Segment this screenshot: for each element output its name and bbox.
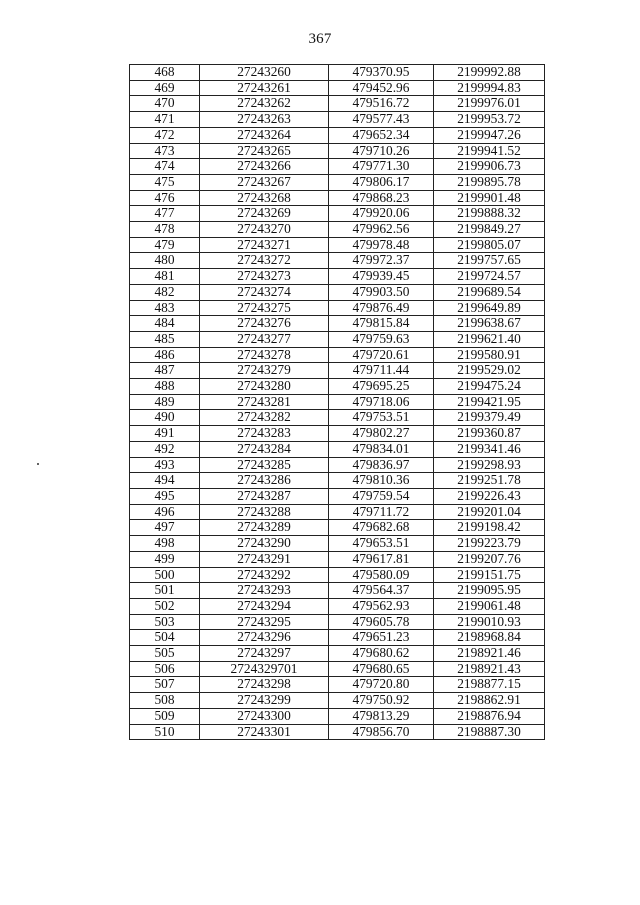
- table-row: [130, 379, 545, 395]
- point-number-cell: 483: [130, 300, 200, 316]
- point-number-cell: 484: [130, 316, 200, 332]
- point-number-cell: 474: [130, 159, 200, 175]
- y-coordinate-cell: 2199095.95: [434, 583, 545, 599]
- point-number-cell: 479: [130, 237, 200, 253]
- x-coordinate-cell: 479651.23: [329, 630, 434, 646]
- point-number-cell: 486: [130, 347, 200, 363]
- x-coordinate-cell: 479868.23: [329, 190, 434, 206]
- x-coordinate-cell: 479711.72: [329, 504, 434, 520]
- x-coordinate-cell: 479939.45: [329, 269, 434, 285]
- point-id-cell: 27243279: [200, 363, 329, 379]
- point-number-cell: 485: [130, 331, 200, 347]
- y-coordinate-cell: 2199901.48: [434, 190, 545, 206]
- coordinates-table: [129, 64, 545, 740]
- table-row: [130, 394, 545, 410]
- point-id-cell: 27243295: [200, 614, 329, 630]
- point-id-cell: 27243291: [200, 551, 329, 567]
- table-row: [130, 269, 545, 285]
- point-id-cell: 27243299: [200, 693, 329, 709]
- x-coordinate-cell: 479903.50: [329, 284, 434, 300]
- x-coordinate-cell: 479962.56: [329, 222, 434, 238]
- point-number-cell: 476: [130, 190, 200, 206]
- table-row: [130, 159, 545, 175]
- point-id-cell: 27243282: [200, 410, 329, 426]
- point-number-cell: 497: [130, 520, 200, 536]
- y-coordinate-cell: 2199906.73: [434, 159, 545, 175]
- table-row: [130, 567, 545, 583]
- table-row: [130, 661, 545, 677]
- x-coordinate-cell: 479617.81: [329, 551, 434, 567]
- y-coordinate-cell: 2198862.91: [434, 693, 545, 709]
- point-number-cell: 501: [130, 583, 200, 599]
- point-number-cell: 505: [130, 646, 200, 662]
- table-row: [130, 300, 545, 316]
- point-id-cell: 27243280: [200, 379, 329, 395]
- point-id-cell: 27243297: [200, 646, 329, 662]
- point-number-cell: 480: [130, 253, 200, 269]
- y-coordinate-cell: 2199649.89: [434, 300, 545, 316]
- table-row: [130, 410, 545, 426]
- point-number-cell: 492: [130, 441, 200, 457]
- x-coordinate-cell: 479813.29: [329, 708, 434, 724]
- point-number-cell: 500: [130, 567, 200, 583]
- point-id-cell: 27243263: [200, 112, 329, 128]
- table-row: [130, 708, 545, 724]
- table-row: [130, 551, 545, 567]
- y-coordinate-cell: 2199757.65: [434, 253, 545, 269]
- table-row: [130, 174, 545, 190]
- point-id-cell: 27243293: [200, 583, 329, 599]
- point-id-cell: 27243290: [200, 536, 329, 552]
- point-number-cell: 506: [130, 661, 200, 677]
- x-coordinate-cell: 479972.37: [329, 253, 434, 269]
- table-row: [130, 127, 545, 143]
- point-id-cell: 27243277: [200, 331, 329, 347]
- point-id-cell: 27243287: [200, 488, 329, 504]
- point-number-cell: 493: [130, 457, 200, 473]
- point-id-cell: 27243266: [200, 159, 329, 175]
- point-number-cell: 477: [130, 206, 200, 222]
- table-row: [130, 598, 545, 614]
- point-id-cell: 27243269: [200, 206, 329, 222]
- point-id-cell: 27243278: [200, 347, 329, 363]
- y-coordinate-cell: 2199529.02: [434, 363, 545, 379]
- point-number-cell: 475: [130, 174, 200, 190]
- y-coordinate-cell: 2199888.32: [434, 206, 545, 222]
- y-coordinate-cell: 2199298.93: [434, 457, 545, 473]
- x-coordinate-cell: 479710.26: [329, 143, 434, 159]
- y-coordinate-cell: 2198887.30: [434, 724, 545, 740]
- x-coordinate-cell: 479452.96: [329, 80, 434, 96]
- point-id-cell: 27243289: [200, 520, 329, 536]
- table-row: [130, 253, 545, 269]
- table-row: [130, 237, 545, 253]
- x-coordinate-cell: 479682.68: [329, 520, 434, 536]
- y-coordinate-cell: 2199947.26: [434, 127, 545, 143]
- point-id-cell: 27243281: [200, 394, 329, 410]
- table-row: [130, 426, 545, 442]
- table-row: [130, 473, 545, 489]
- point-number-cell: 498: [130, 536, 200, 552]
- point-id-cell: 27243284: [200, 441, 329, 457]
- x-coordinate-cell: 479653.51: [329, 536, 434, 552]
- x-coordinate-cell: 479720.61: [329, 347, 434, 363]
- point-id-cell: 2724329701: [200, 661, 329, 677]
- x-coordinate-cell: 479759.54: [329, 488, 434, 504]
- table-row: [130, 222, 545, 238]
- point-id-cell: 27243268: [200, 190, 329, 206]
- y-coordinate-cell: 2199849.27: [434, 222, 545, 238]
- table-row: [130, 65, 545, 81]
- point-id-cell: 27243267: [200, 174, 329, 190]
- x-coordinate-cell: 479562.93: [329, 598, 434, 614]
- point-id-cell: 27243288: [200, 504, 329, 520]
- table-row: [130, 441, 545, 457]
- point-number-cell: 487: [130, 363, 200, 379]
- y-coordinate-cell: 2199994.83: [434, 80, 545, 96]
- table-row: [130, 331, 545, 347]
- y-coordinate-cell: 2199976.01: [434, 96, 545, 112]
- point-number-cell: 472: [130, 127, 200, 143]
- y-coordinate-cell: 2199992.88: [434, 65, 545, 81]
- x-coordinate-cell: 479834.01: [329, 441, 434, 457]
- point-number-cell: 496: [130, 504, 200, 520]
- x-coordinate-cell: 479580.09: [329, 567, 434, 583]
- x-coordinate-cell: 479771.30: [329, 159, 434, 175]
- y-coordinate-cell: 2199475.24: [434, 379, 545, 395]
- point-id-cell: 27243264: [200, 127, 329, 143]
- point-id-cell: 27243294: [200, 598, 329, 614]
- y-coordinate-cell: 2199724.57: [434, 269, 545, 285]
- table-row: [130, 646, 545, 662]
- point-id-cell: 27243285: [200, 457, 329, 473]
- point-number-cell: 502: [130, 598, 200, 614]
- y-coordinate-cell: 2198877.15: [434, 677, 545, 693]
- y-coordinate-cell: 2199689.54: [434, 284, 545, 300]
- table-row: [130, 190, 545, 206]
- point-number-cell: 489: [130, 394, 200, 410]
- table-row: [130, 347, 545, 363]
- y-coordinate-cell: 2198968.84: [434, 630, 545, 646]
- point-id-cell: 27243301: [200, 724, 329, 740]
- y-coordinate-cell: 2199953.72: [434, 112, 545, 128]
- point-number-cell: 471: [130, 112, 200, 128]
- point-id-cell: 27243300: [200, 708, 329, 724]
- point-number-cell: 494: [130, 473, 200, 489]
- point-number-cell: 482: [130, 284, 200, 300]
- y-coordinate-cell: 2199621.40: [434, 331, 545, 347]
- y-coordinate-cell: 2199226.43: [434, 488, 545, 504]
- x-coordinate-cell: 479680.62: [329, 646, 434, 662]
- x-coordinate-cell: 479680.65: [329, 661, 434, 677]
- point-id-cell: 27243283: [200, 426, 329, 442]
- table-row: [130, 80, 545, 96]
- x-coordinate-cell: 479564.37: [329, 583, 434, 599]
- table-row: [130, 614, 545, 630]
- point-id-cell: 27243275: [200, 300, 329, 316]
- x-coordinate-cell: 479720.80: [329, 677, 434, 693]
- y-coordinate-cell: 2199201.04: [434, 504, 545, 520]
- x-coordinate-cell: 479836.97: [329, 457, 434, 473]
- coordinates-table-body: [130, 65, 545, 740]
- y-coordinate-cell: 2199379.49: [434, 410, 545, 426]
- point-id-cell: 27243286: [200, 473, 329, 489]
- point-number-cell: 468: [130, 65, 200, 81]
- table-row: [130, 143, 545, 159]
- point-number-cell: 478: [130, 222, 200, 238]
- x-coordinate-cell: 479753.51: [329, 410, 434, 426]
- y-coordinate-cell: 2199251.78: [434, 473, 545, 489]
- point-number-cell: 490: [130, 410, 200, 426]
- x-coordinate-cell: 479516.72: [329, 96, 434, 112]
- table-row: [130, 630, 545, 646]
- table-row: [130, 284, 545, 300]
- table-row: [130, 96, 545, 112]
- point-number-cell: 491: [130, 426, 200, 442]
- y-coordinate-cell: 2199360.87: [434, 426, 545, 442]
- point-id-cell: 27243262: [200, 96, 329, 112]
- table-row: [130, 488, 545, 504]
- point-id-cell: 27243298: [200, 677, 329, 693]
- point-number-cell: 499: [130, 551, 200, 567]
- point-number-cell: 495: [130, 488, 200, 504]
- point-number-cell: 510: [130, 724, 200, 740]
- point-number-cell: 469: [130, 80, 200, 96]
- scan-speck: [37, 463, 39, 465]
- table-row: [130, 583, 545, 599]
- table-row: [130, 206, 545, 222]
- x-coordinate-cell: 479718.06: [329, 394, 434, 410]
- x-coordinate-cell: 479711.44: [329, 363, 434, 379]
- y-coordinate-cell: 2199198.42: [434, 520, 545, 536]
- y-coordinate-cell: 2199341.46: [434, 441, 545, 457]
- y-coordinate-cell: 2199580.91: [434, 347, 545, 363]
- x-coordinate-cell: 479815.84: [329, 316, 434, 332]
- x-coordinate-cell: 479810.36: [329, 473, 434, 489]
- x-coordinate-cell: 479978.48: [329, 237, 434, 253]
- y-coordinate-cell: 2199207.76: [434, 551, 545, 567]
- y-coordinate-cell: 2199010.93: [434, 614, 545, 630]
- table-row: [130, 112, 545, 128]
- y-coordinate-cell: 2199223.79: [434, 536, 545, 552]
- y-coordinate-cell: 2199895.78: [434, 174, 545, 190]
- y-coordinate-cell: 2199421.95: [434, 394, 545, 410]
- x-coordinate-cell: 479920.06: [329, 206, 434, 222]
- table-row: [130, 520, 545, 536]
- x-coordinate-cell: 479652.34: [329, 127, 434, 143]
- x-coordinate-cell: 479876.49: [329, 300, 434, 316]
- point-id-cell: 27243272: [200, 253, 329, 269]
- x-coordinate-cell: 479806.17: [329, 174, 434, 190]
- y-coordinate-cell: 2198876.94: [434, 708, 545, 724]
- point-number-cell: 507: [130, 677, 200, 693]
- table-row: [130, 457, 545, 473]
- x-coordinate-cell: 479370.95: [329, 65, 434, 81]
- x-coordinate-cell: 479759.63: [329, 331, 434, 347]
- y-coordinate-cell: 2199061.48: [434, 598, 545, 614]
- point-id-cell: 27243265: [200, 143, 329, 159]
- point-id-cell: 27243274: [200, 284, 329, 300]
- table-row: [130, 316, 545, 332]
- point-number-cell: 488: [130, 379, 200, 395]
- point-number-cell: 508: [130, 693, 200, 709]
- y-coordinate-cell: 2199151.75: [434, 567, 545, 583]
- x-coordinate-cell: 479856.70: [329, 724, 434, 740]
- point-id-cell: 27243261: [200, 80, 329, 96]
- point-id-cell: 27243273: [200, 269, 329, 285]
- x-coordinate-cell: 479750.92: [329, 693, 434, 709]
- point-number-cell: 470: [130, 96, 200, 112]
- table-row: [130, 677, 545, 693]
- table-row: [130, 504, 545, 520]
- table-row: [130, 536, 545, 552]
- table-row: [130, 363, 545, 379]
- y-coordinate-cell: 2199805.07: [434, 237, 545, 253]
- point-id-cell: 27243260: [200, 65, 329, 81]
- point-id-cell: 27243271: [200, 237, 329, 253]
- x-coordinate-cell: 479695.25: [329, 379, 434, 395]
- x-coordinate-cell: 479802.27: [329, 426, 434, 442]
- point-number-cell: 481: [130, 269, 200, 285]
- y-coordinate-cell: 2199638.67: [434, 316, 545, 332]
- table-row: [130, 724, 545, 740]
- x-coordinate-cell: 479605.78: [329, 614, 434, 630]
- point-id-cell: 27243276: [200, 316, 329, 332]
- point-number-cell: 473: [130, 143, 200, 159]
- table-row: [130, 693, 545, 709]
- point-number-cell: 503: [130, 614, 200, 630]
- point-number-cell: 504: [130, 630, 200, 646]
- point-id-cell: 27243292: [200, 567, 329, 583]
- y-coordinate-cell: 2199941.52: [434, 143, 545, 159]
- y-coordinate-cell: 2198921.43: [434, 661, 545, 677]
- page-number: 367: [308, 31, 332, 47]
- point-number-cell: 509: [130, 708, 200, 724]
- point-id-cell: 27243296: [200, 630, 329, 646]
- point-id-cell: 27243270: [200, 222, 329, 238]
- y-coordinate-cell: 2198921.46: [434, 646, 545, 662]
- x-coordinate-cell: 479577.43: [329, 112, 434, 128]
